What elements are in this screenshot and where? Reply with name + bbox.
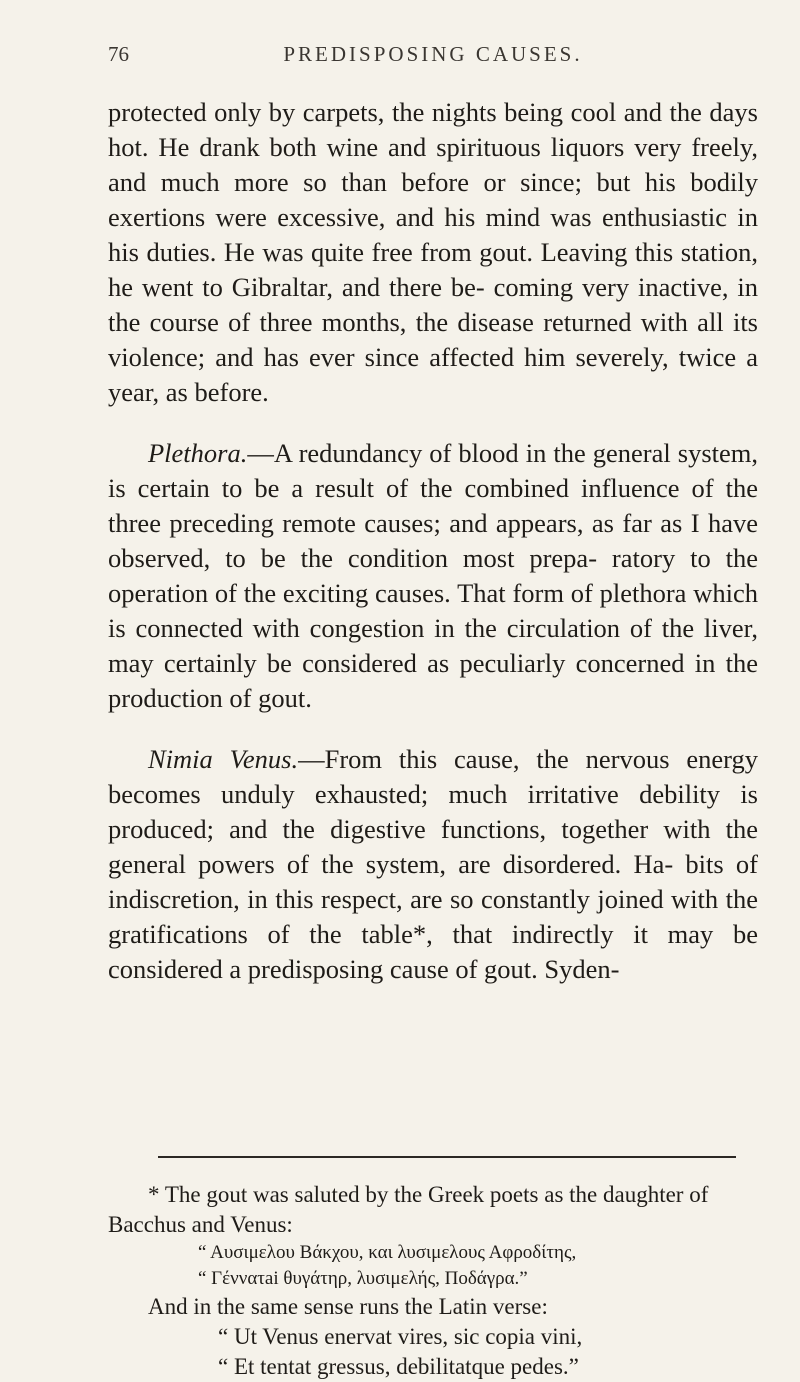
text-line: of plethora which is connected with congestion in the: [108, 578, 758, 643]
text-line: protected only by carpets, the nights being cool and the: [108, 97, 702, 127]
text-line: days hot. He drank both wine and spirituous liquors: [108, 97, 758, 162]
latin-verse-line: “ Ut Venus enervat vires, sic copia vini,: [218, 1324, 583, 1349]
text-line: very freely, and much more so than before or since; but: [108, 132, 759, 197]
text-line: ratory to the operation of the exciting causes. That form: [108, 543, 758, 608]
footnote-divider: [158, 1156, 736, 1158]
text-line: produced; and the digestive functions, together with: [108, 814, 711, 844]
paragraph-continued: [108, 95, 758, 410]
text-line: far as I have observed, to be the condition most prepa-: [108, 508, 759, 573]
greek-verse-line: “ Αυσιμελου Βάκχου, και λυσιμελους Αφροδίτης,: [198, 1242, 577, 1263]
latin-verse-line: “ Et tentat gressus, debilitatque pedes.”: [218, 1354, 579, 1379]
footnote-line: * The gout was saluted by the Greek poets as the daughter: [148, 1182, 684, 1207]
text-line: disease returned with all its violence; and has ever since: [108, 307, 758, 372]
running-title: PREDISPOSING CAUSES.: [283, 42, 583, 66]
paragraph-plethora: [108, 436, 758, 716]
section-heading-nimia-venus: Nimia Venus.: [148, 744, 299, 774]
text-line: becomes unduly exhausted; much irritative debility is: [108, 779, 758, 809]
text-line: coming very inactive, in the course of three months, the: [108, 272, 758, 337]
text-line: his bodily exertions were excessive, and his mind was: [108, 167, 758, 232]
paragraph-nimia-venus: [108, 742, 758, 987]
text-line: of the three preceding remote causes; and appears, as: [108, 473, 758, 538]
text-line: bits of indiscretion, in this respect, are so constantly: [108, 849, 758, 914]
greek-verse-line: “ Γέννατai θυγάτηρ, λυσιμελής, Ποδάγρα.”: [198, 1268, 528, 1289]
text-line: circulation of the liver, may certainly be considered as: [108, 613, 759, 678]
text-line: —From this cause, the nervous energy: [298, 744, 758, 774]
text-line: enthusiastic in his duties. He was quite free from gout.: [108, 202, 758, 267]
footnote-text: [108, 1180, 758, 1240]
footnote-line: of Bacchus and Venus:: [108, 1182, 709, 1237]
section-heading-plethora: Plethora.: [148, 438, 248, 468]
main-text: [108, 95, 758, 987]
text-line: Leaving this station, he went to Gibraltar, and there be-: [108, 237, 759, 302]
text-line: peculiarly concerned in the production of gout.: [108, 648, 758, 713]
text-line: it may be considered a predisposing cause of gout. Syden-: [108, 919, 758, 984]
text-line: —A redundancy of blood in the general: [247, 438, 671, 468]
footnote: [108, 1180, 758, 1382]
text-line: affected him severely, twice a year, as before.: [108, 342, 758, 407]
page-number: 76: [108, 42, 129, 66]
latin-intro: And in the same sense runs the Latin verse:: [148, 1294, 548, 1319]
text-line: the general powers of the system, are disordered. Ha-: [108, 814, 758, 879]
text-line: system, is certain to be a result of the combined influence: [108, 438, 759, 503]
text-line: joined with the gratifications of the table*, that indirectly: [108, 884, 759, 949]
running-header: [108, 42, 758, 82]
